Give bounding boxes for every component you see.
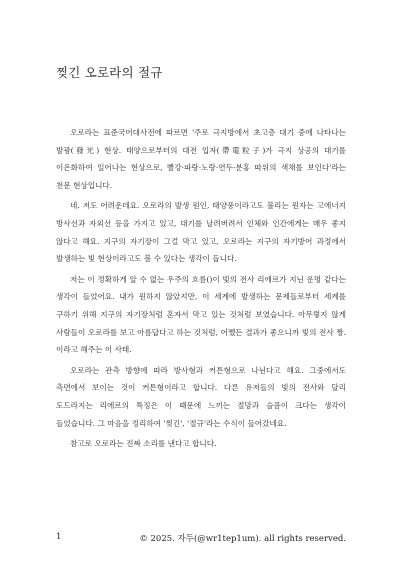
paragraph: 참고로 오로라는 진짜 소리를 낸다고 합니다. <box>70 439 217 449</box>
paragraph: 오로라는 표준국어대사전에 따르면 '주로 극지방에서 초고층 대기 중에 나타나는 발광(發光) 현상. 태양으로부터의 대전 입자(帶電粒子)가 극지 상공의 대기를 이온화하여 일어나는 현상으로, 빨강·파랑·노랑·연두·분홍 따위의 색채를 보인다'라는 천문 현상입니다. <box>56 128 346 190</box>
copyright-notice: © 2025. 자두(@wr1tep1um). all rights reserved. <box>139 534 346 544</box>
paragraph: 네. 저도 어려운데요. 오로라의 발생 원인, 태양풍이라고도 불리는 원자는 고에너지 방사선과 자외선 등을 가지고 있고, 대기를 날려버려서 인체와 인간에게는 매우 좋지 않다고 해요. 지구의 자기장이 그걸 막고 있고, 오로라는 지구의 자기방어 과정에서 발생하는 빛 현상이라고도 볼 수 있다는 생각이 듭니다. <box>56 201 346 264</box>
document-body <box>56 124 346 456</box>
page-footer <box>56 532 346 544</box>
document-title: 찢긴 오로라의 절규 <box>56 65 163 80</box>
paragraph: 저는 이 정확하게 알 수 없는 우주의 흐름()이 빛의 전사 리에르가 지닌 운명 같다는 생각이 들었어요. 내가 원하지 않았지만, 이 세계에 발생하는 문제들로부터 세계를 구하기 위해 지구의 자기장처럼 혼자서 막고 있는 것처럼 보였습니다. 아무렇지 않게 사람들이 오로라를 보고 아름답다고 하는 것처럼, 어쨌든 결과가 좋으니까 빛의 전사 짱. 이라고 해주는 이 사태. <box>56 274 346 355</box>
page-number: 1 <box>56 532 62 542</box>
paragraph: 오로라는 관측 방향에 따라 방사형과 커튼형으로 나뉜다고 해요. 그중에서도 측면에서 보이는 것이 커튼형이라고 합니다. 다른 유저들의 빛의 전사와 달리 도드라지는 리에르의 특징은 이 때문에 느끼는 절망과 슬픔이 크다는 생각이 들었습니다. 그 마음을 정리하여 '찢긴', '절규'라는 수식이 들어갔네요. <box>56 365 346 428</box>
